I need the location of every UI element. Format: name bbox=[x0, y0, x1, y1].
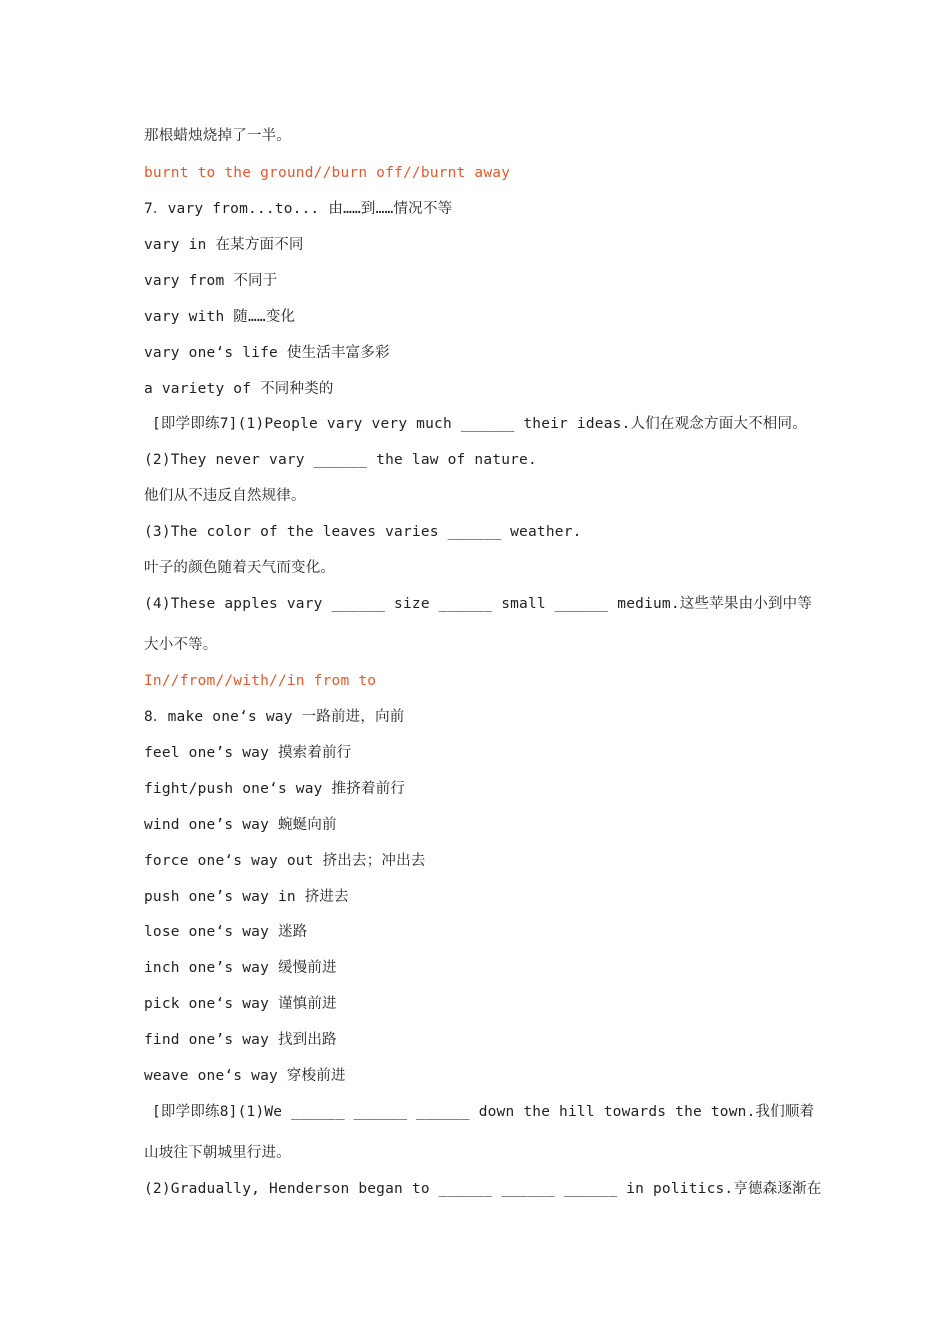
text-line: vary in 在某方面不同 bbox=[144, 237, 304, 253]
text-line: feel one’s way 摸索着前行 bbox=[144, 745, 352, 761]
heading-item-7: 7．vary from...to... 由……到……情况不等 bbox=[144, 201, 453, 217]
text-line: 他们从不违反自然规律。 bbox=[144, 488, 306, 504]
exercise-7-question-2: (2)They never vary ______ the law of nature. bbox=[144, 452, 537, 468]
text-line: 大小不等。 bbox=[144, 637, 218, 653]
text-line: lose one‘s way 迷路 bbox=[144, 924, 308, 940]
exercise-8-question-1: [即学即练8](1)We ______ ______ ______ down the hill towards the town.我们顺着 bbox=[152, 1104, 815, 1120]
exercise-7-question-4: (4)These apples vary ______ size ______ small ______ medium.这些苹果由小到中等 bbox=[144, 596, 813, 612]
answer-line: burnt to the ground//burn off//burnt away bbox=[144, 165, 511, 181]
text-line: 叶子的颜色随着天气而变化。 bbox=[144, 560, 336, 576]
text-line: push one’s way in 挤进去 bbox=[144, 889, 349, 905]
exercise-7-question-1: [即学即练7](1)People vary very much ______ their ideas.人们在观念方面大不相同。 bbox=[152, 416, 807, 432]
text-line: wind one’s way 蜿蜒向前 bbox=[144, 817, 337, 833]
text-line: weave one‘s way 穿梭前进 bbox=[144, 1068, 346, 1084]
exercise-8-question-2: (2)Gradually, Henderson began to ______ ______ ______ in politics.亨德森逐渐在 bbox=[144, 1181, 822, 1197]
text-line: vary with 随……变化 bbox=[144, 309, 296, 325]
text-line: 那根蜡烛烧掉了一半。 bbox=[144, 128, 291, 144]
text-line: force one‘s way out 挤出去；冲出去 bbox=[144, 853, 426, 869]
answer-line: In//from//with//in from to bbox=[144, 673, 377, 689]
text-line: 山坡往下朝城里行进。 bbox=[144, 1145, 291, 1161]
text-line: inch one’s way 缓慢前进 bbox=[144, 960, 337, 976]
exercise-7-question-3: (3)The color of the leaves varies ______ weather. bbox=[144, 524, 582, 540]
text-line: vary one‘s life 使生活丰富多彩 bbox=[144, 345, 390, 361]
heading-item-8: 8．make one‘s way 一路前进，向前 bbox=[144, 709, 405, 725]
text-line: pick one‘s way 谨慎前进 bbox=[144, 996, 337, 1012]
text-line: fight/push one‘s way 推挤着前行 bbox=[144, 781, 406, 797]
text-line: a variety of 不同种类的 bbox=[144, 381, 334, 397]
text-line: vary from 不同于 bbox=[144, 273, 278, 289]
text-line: find one’s way 找到出路 bbox=[144, 1032, 337, 1048]
